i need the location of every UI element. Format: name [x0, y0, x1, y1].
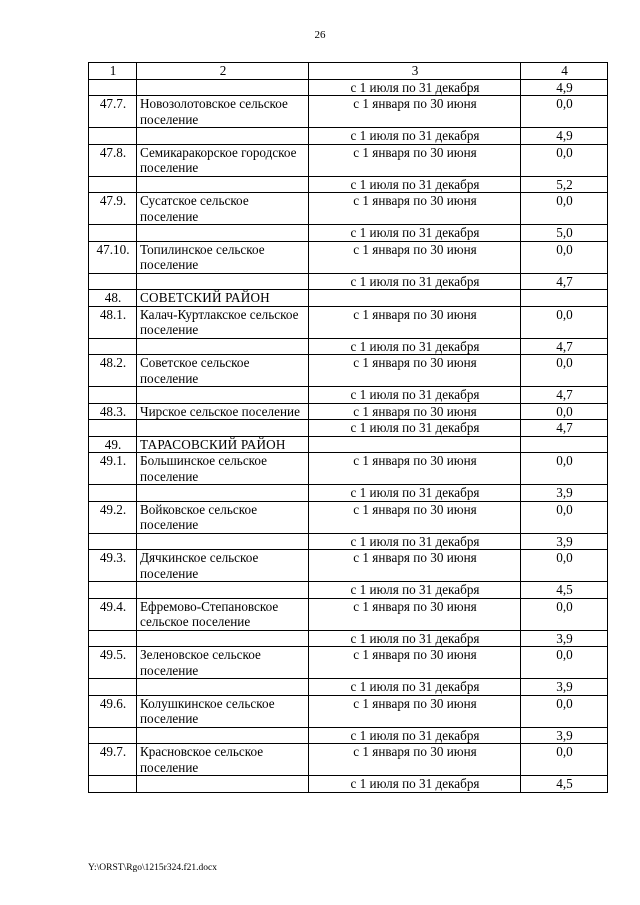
- settlement-name: [137, 533, 309, 550]
- settlement-name: Семикаракорское городское поселение: [137, 144, 309, 176]
- row-number: 47.10.: [89, 241, 137, 273]
- district-row: [89, 436, 608, 453]
- period: с 1 января по 30 июня: [309, 744, 521, 776]
- period: с 1 января по 30 июня: [309, 96, 521, 128]
- rate-value: [521, 290, 608, 307]
- settlement-name: [137, 128, 309, 145]
- settlement-name: СОВЕТСКИЙ РАЙОН: [137, 290, 309, 307]
- row-number: 48.3.: [89, 403, 137, 420]
- rate-value: 0,0: [521, 647, 608, 679]
- settlement-name: [137, 485, 309, 502]
- period: с 1 января по 30 июня: [309, 403, 521, 420]
- period: с 1 января по 30 июня: [309, 241, 521, 273]
- rate-value: 4,7: [521, 338, 608, 355]
- period: с 1 июля по 31 декабря: [309, 776, 521, 793]
- table-row: [89, 598, 608, 630]
- settlement-name: [137, 273, 309, 290]
- period: с 1 января по 30 июня: [309, 598, 521, 630]
- rate-value: 0,0: [521, 695, 608, 727]
- rate-value: 0,0: [521, 453, 608, 485]
- table-row: [89, 144, 608, 176]
- file-path-footer: Y:\ORST\Rgo\1215r324.f21.docx: [88, 863, 217, 873]
- rate-value: 4,9: [521, 128, 608, 145]
- table-row: [89, 241, 608, 273]
- period: [309, 290, 521, 307]
- district-row: [89, 290, 608, 307]
- column-header: 1: [89, 63, 137, 80]
- row-number: [89, 420, 137, 437]
- settlement-name: Большинское сельское поселение: [137, 453, 309, 485]
- table-row: [89, 403, 608, 420]
- row-number: [89, 727, 137, 744]
- row-number: [89, 387, 137, 404]
- table-row: [89, 630, 608, 647]
- table-row: [89, 679, 608, 696]
- period: с 1 января по 30 июня: [309, 695, 521, 727]
- period: с 1 июля по 31 декабря: [309, 273, 521, 290]
- rate-value: 4,9: [521, 79, 608, 96]
- table-row: [89, 96, 608, 128]
- table-row: [89, 647, 608, 679]
- period: с 1 июля по 31 декабря: [309, 420, 521, 437]
- table-row: [89, 225, 608, 242]
- settlement-name: [137, 727, 309, 744]
- period: [309, 436, 521, 453]
- row-number: 49.2.: [89, 501, 137, 533]
- period: с 1 января по 30 июня: [309, 193, 521, 225]
- rate-value: 0,0: [521, 501, 608, 533]
- settlement-name: Калач-Куртлакское сельское поселение: [137, 306, 309, 338]
- table-row: [89, 176, 608, 193]
- settlement-name: Сусатское сельское поселение: [137, 193, 309, 225]
- settlement-name: [137, 420, 309, 437]
- row-number: [89, 485, 137, 502]
- rate-value: 0,0: [521, 96, 608, 128]
- period: с 1 июля по 31 декабря: [309, 533, 521, 550]
- row-number: [89, 582, 137, 599]
- period: с 1 июля по 31 декабря: [309, 727, 521, 744]
- period: с 1 января по 30 июня: [309, 453, 521, 485]
- rate-value: 0,0: [521, 144, 608, 176]
- rate-value: [521, 436, 608, 453]
- period: с 1 июля по 31 декабря: [309, 128, 521, 145]
- column-header: 3: [309, 63, 521, 80]
- rate-value: 4,5: [521, 776, 608, 793]
- settlement-name: Топилинское сельское поселение: [137, 241, 309, 273]
- settlement-name: [137, 679, 309, 696]
- rate-value: 3,9: [521, 630, 608, 647]
- rate-value: 5,0: [521, 225, 608, 242]
- period: с 1 июля по 31 декабря: [309, 630, 521, 647]
- table-row: [89, 453, 608, 485]
- table-row: [89, 485, 608, 502]
- settlement-name: Колушкинское сельское поселение: [137, 695, 309, 727]
- settlement-name: Новозолотовское сельское поселение: [137, 96, 309, 128]
- settlement-name: ТАРАСОВСКИЙ РАЙОН: [137, 436, 309, 453]
- rate-value: 4,7: [521, 387, 608, 404]
- row-number: [89, 338, 137, 355]
- rate-value: 0,0: [521, 241, 608, 273]
- row-number: [89, 679, 137, 696]
- settlement-name: Чирское сельское поселение: [137, 403, 309, 420]
- rate-value: 4,7: [521, 273, 608, 290]
- row-number: 47.8.: [89, 144, 137, 176]
- rate-value: 0,0: [521, 744, 608, 776]
- settlement-name: Ефремово-Степановское сельское поселение: [137, 598, 309, 630]
- rate-value: 5,2: [521, 176, 608, 193]
- table-row: [89, 128, 608, 145]
- rate-value: 0,0: [521, 355, 608, 387]
- rate-value: 4,7: [521, 420, 608, 437]
- settlement-name: Дячкинское сельское поселение: [137, 550, 309, 582]
- period: с 1 января по 30 июня: [309, 501, 521, 533]
- rate-value: 0,0: [521, 306, 608, 338]
- rate-value: 3,9: [521, 485, 608, 502]
- rate-value: 3,9: [521, 533, 608, 550]
- row-number: [89, 128, 137, 145]
- settlement-name: [137, 582, 309, 599]
- row-number: 48.2.: [89, 355, 137, 387]
- settlement-name: [137, 338, 309, 355]
- table-row: [89, 306, 608, 338]
- table-row: [89, 695, 608, 727]
- rate-value: 3,9: [521, 679, 608, 696]
- period: с 1 июля по 31 декабря: [309, 176, 521, 193]
- rate-value: 0,0: [521, 550, 608, 582]
- row-number: 48.: [89, 290, 137, 307]
- rate-value: 0,0: [521, 598, 608, 630]
- row-number: 49.1.: [89, 453, 137, 485]
- table-row: [89, 501, 608, 533]
- period: с 1 января по 30 июня: [309, 647, 521, 679]
- table-header-row: [89, 63, 608, 80]
- settlement-name: [137, 176, 309, 193]
- period: с 1 июля по 31 декабря: [309, 225, 521, 242]
- row-number: [89, 225, 137, 242]
- settlement-name: [137, 79, 309, 96]
- period: с 1 июля по 31 декабря: [309, 338, 521, 355]
- period: с 1 января по 30 июня: [309, 550, 521, 582]
- row-number: 47.7.: [89, 96, 137, 128]
- row-number: [89, 273, 137, 290]
- row-number: 48.1.: [89, 306, 137, 338]
- row-number: [89, 79, 137, 96]
- settlement-name: [137, 225, 309, 242]
- table-row: [89, 193, 608, 225]
- row-number: [89, 776, 137, 793]
- table-row: [89, 582, 608, 599]
- row-number: 47.9.: [89, 193, 137, 225]
- settlement-name: Войковское сельское поселение: [137, 501, 309, 533]
- table-row: [89, 776, 608, 793]
- rate-value: 3,9: [521, 727, 608, 744]
- settlement-name: [137, 630, 309, 647]
- period: с 1 января по 30 июня: [309, 144, 521, 176]
- row-number: 49.4.: [89, 598, 137, 630]
- row-number: 49.: [89, 436, 137, 453]
- table-row: [89, 387, 608, 404]
- period: с 1 июля по 31 декабря: [309, 679, 521, 696]
- settlement-name: Советское сельское поселение: [137, 355, 309, 387]
- rate-value: 0,0: [521, 403, 608, 420]
- period: с 1 июля по 31 декабря: [309, 387, 521, 404]
- table-row: [89, 550, 608, 582]
- row-number: 49.5.: [89, 647, 137, 679]
- table-row: [89, 338, 608, 355]
- row-number: [89, 176, 137, 193]
- table-row: [89, 420, 608, 437]
- period: с 1 января по 30 июня: [309, 306, 521, 338]
- period: с 1 января по 30 июня: [309, 355, 521, 387]
- period: с 1 июля по 31 декабря: [309, 582, 521, 599]
- data-table: [88, 62, 608, 793]
- settlement-name: Зеленовское сельское поселение: [137, 647, 309, 679]
- table-row: [89, 273, 608, 290]
- table-row: [89, 727, 608, 744]
- settlement-name: Красновское сельское поселение: [137, 744, 309, 776]
- rate-value: 4,5: [521, 582, 608, 599]
- period: с 1 июля по 31 декабря: [309, 79, 521, 96]
- settlement-name: [137, 387, 309, 404]
- table-row: [89, 355, 608, 387]
- page-number: 26: [314, 29, 326, 41]
- row-number: 49.7.: [89, 744, 137, 776]
- row-number: 49.3.: [89, 550, 137, 582]
- table-row: [89, 79, 608, 96]
- settlement-name: [137, 776, 309, 793]
- column-header: 2: [137, 63, 309, 80]
- table-row: [89, 533, 608, 550]
- row-number: 49.6.: [89, 695, 137, 727]
- table-row: [89, 744, 608, 776]
- period: с 1 июля по 31 декабря: [309, 485, 521, 502]
- row-number: [89, 533, 137, 550]
- rate-value: 0,0: [521, 193, 608, 225]
- row-number: [89, 630, 137, 647]
- column-header: 4: [521, 63, 608, 80]
